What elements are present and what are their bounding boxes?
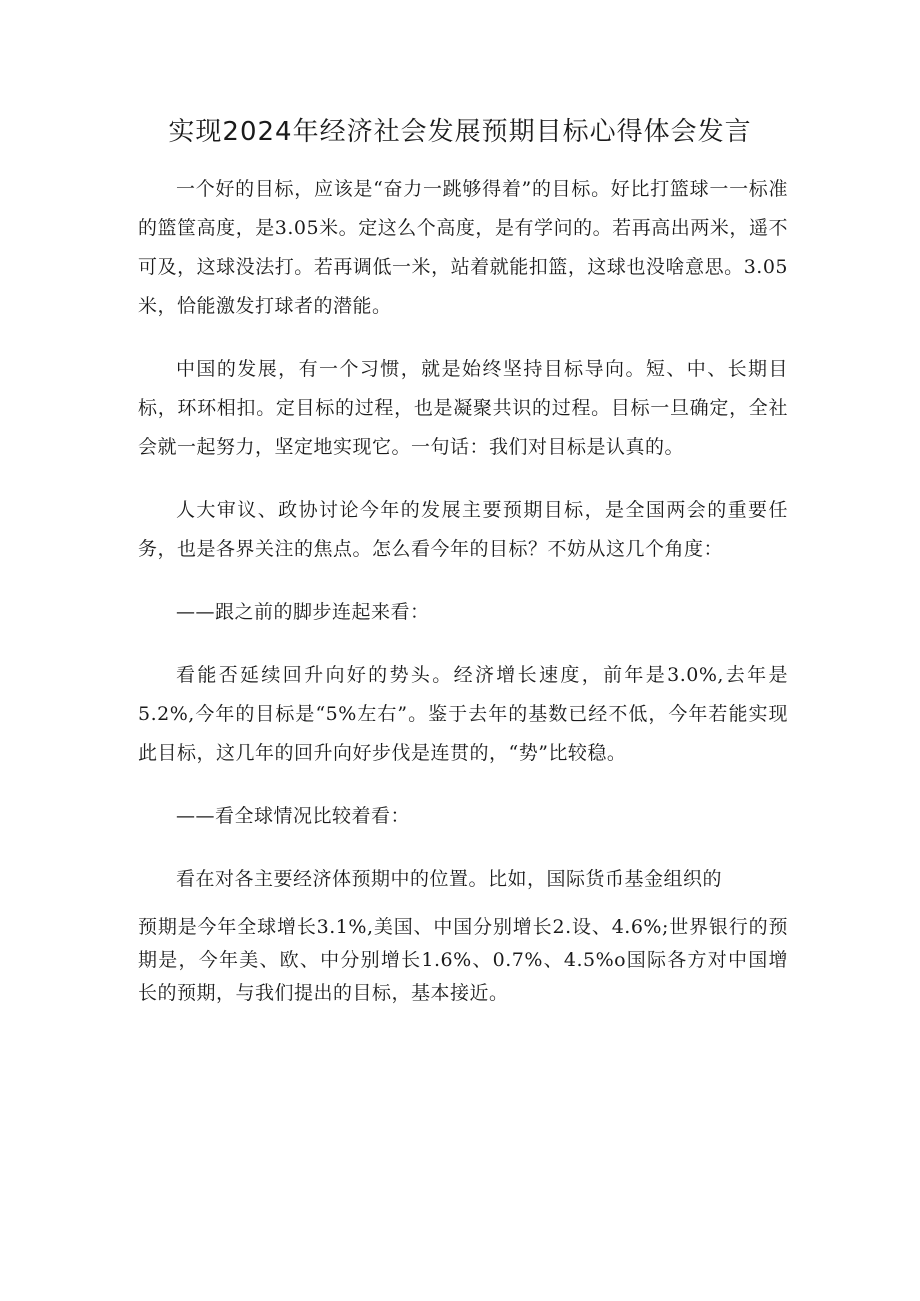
document-body [138,170,788,1034]
paragraph-5: 看在对各主要经济体预期中的位置。比如，国际货币基金组织的 [176,868,723,890]
section-heading-2: ——看全球情况比较着看： [176,805,411,827]
section-heading-1: ——跟之前的脚步连起来看： [176,601,430,623]
document-title: 实现2024年经济社会发展预期目标心得体会发言 [168,117,752,147]
paragraph-1: 一个好的目标，应该是“奋力一跳够得着”的目标。好比打篮球一一标准的篮筐高度，是3.05米。定这么个高度，是有学问的。若再高出两米，遥不可及，这球没法打。若再调低一米，站着就能扣篮，这球也没啥意思。3.05米，恰能激发打球者的潜能。 [138,178,788,317]
paragraph-6: 预期是今年全球增长3.1%,美国、中国分别增长2.设、4.6%;世界银行的预期是，今年美、欧、中分别增长1.6%、0.7%、4.5%o国际各方对中国增长的预期，与我们提出的目标，基本接近。 [138,916,788,1004]
paragraph-4: 看能否延续回升向好的势头。经济增长速度，前年是3.0%,去年是5.2%,今年的目标是“5%左右”。鉴于去年的基数已经不低，今年若能实现此目标，这几年的回升向好步伐是连贯的，“势”比较稳。 [138,664,788,764]
paragraph-2: 中国的发展，有一个习惯，就是始终坚持目标导向。短、中、长期目标，环环相扣。定目标的过程，也是凝聚共识的过程。目标一旦确定，全社会就一起努力，坚定地实现它。一句话：我们对目标是认真的。 [138,358,788,458]
paragraph-3: 人大审议、政协讨论今年的发展主要预期目标，是全国两会的重要任务，也是各界关注的焦点。怎么看今年的目标？不妨从这几个角度： [138,499,788,560]
